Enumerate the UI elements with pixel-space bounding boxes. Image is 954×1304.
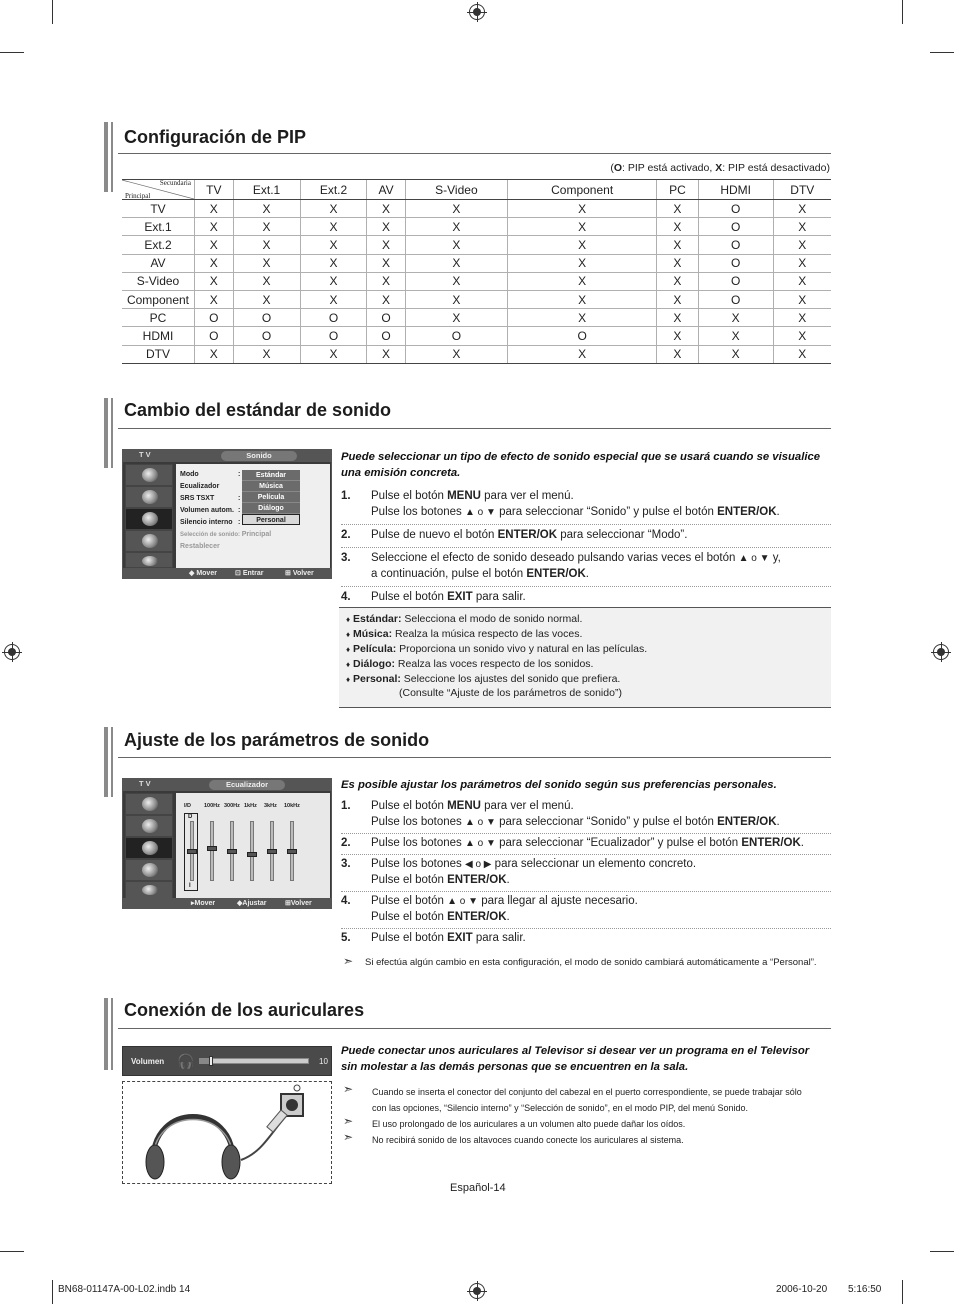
pip-cell: X	[657, 327, 699, 345]
section-rule	[118, 1028, 831, 1029]
section-bar	[111, 398, 113, 468]
step-number: 2.	[341, 529, 351, 541]
note-item: ♦ Personal: Seleccione los ajustes del sonido que prefiera.	[346, 673, 621, 685]
volume-track	[199, 1058, 309, 1064]
step-text: Pulse de nuevo el botón ENTER/OK para seleccionar “Modo”.	[371, 529, 688, 541]
footer-return: ⊞ Volver	[285, 570, 314, 577]
section-bar	[104, 727, 108, 797]
registration-mark-icon	[469, 1283, 485, 1299]
print-date: 2006-10-20	[776, 1284, 828, 1295]
note-item: ♦ Diálogo: Realza las voces respecto de los sonidos.	[346, 658, 594, 670]
pip-col-header: AV	[367, 180, 405, 200]
pip-cell: X	[773, 218, 831, 236]
note-item: ♦ Música: Realza la música respecto de las voces.	[346, 628, 583, 640]
sound-menu-list	[176, 464, 330, 568]
step-text: Pulse el botón MENU para ver el menú.	[371, 800, 574, 812]
option-musica: Música	[242, 481, 300, 492]
step-text: Pulse el botón ▲ o ▼ para llegar al ajuste necesario.	[371, 895, 638, 907]
section-bar	[111, 727, 113, 797]
menu-item-ecualizador: Ecualizador	[180, 483, 220, 490]
step-divider	[341, 547, 831, 548]
pip-cell: X	[405, 200, 508, 218]
pip-col-header: DTV	[773, 180, 831, 200]
pip-cell: X	[508, 290, 657, 308]
pip-cell: X	[195, 236, 234, 254]
pip-row-header: S-Video	[122, 272, 195, 290]
step-text: Pulse el botón EXIT para salir.	[371, 591, 526, 603]
pip-cell: X	[233, 345, 300, 363]
step-divider	[341, 854, 831, 855]
pip-cell: X	[195, 290, 234, 308]
pip-cell: X	[698, 345, 773, 363]
pip-cell: O	[195, 309, 234, 327]
pip-cell: X	[195, 200, 234, 218]
pip-cell: X	[657, 200, 699, 218]
pip-cell: X	[773, 290, 831, 308]
step-divider	[341, 586, 831, 587]
pip-row-header: HDMI	[122, 327, 195, 345]
pip-cell: X	[300, 345, 367, 363]
step-text: Pulse el botón ENTER/OK.	[371, 874, 510, 886]
crop-mark	[930, 1251, 954, 1252]
step-item	[341, 930, 821, 946]
setup-icon	[125, 552, 173, 568]
step-text: Pulse los botones ▲ o ▼ para seleccionar “Sonido” y pulse el botón ENTER/OK.	[371, 816, 780, 828]
step-divider	[341, 891, 831, 892]
note-reference: (Consulte “Ajuste de los parámetros de sonido”)	[399, 687, 622, 699]
pip-cell: X	[195, 254, 234, 272]
section-bar	[111, 122, 113, 192]
step-item	[341, 893, 821, 925]
input-icon	[125, 486, 173, 508]
pip-cell: X	[300, 200, 367, 218]
step-number: 1.	[341, 490, 351, 502]
pip-cell: O	[233, 309, 300, 327]
section-title-headphones: Conexión de los auriculares	[124, 1000, 365, 1020]
pip-cell: X	[300, 254, 367, 272]
pip-row-header: PC	[122, 309, 195, 327]
step-text: Pulse el botón MENU para ver el menú.	[371, 490, 574, 502]
section-bar	[104, 398, 108, 468]
pip-cell: X	[300, 236, 367, 254]
step-text: Pulse los botones ▲ o ▼ para seleccionar “Ecualizador” y pulse el botón ENTER/OK.	[371, 837, 804, 849]
step-item	[341, 798, 821, 830]
eq-left-label: I	[189, 883, 191, 889]
pip-cell: O	[195, 327, 234, 345]
section-title-sound-standard: Cambio del estándar de sonido	[124, 400, 392, 420]
pip-cell: X	[657, 345, 699, 363]
pip-cell: X	[195, 345, 234, 363]
pip-cell: X	[300, 290, 367, 308]
corner-principal-label: Principal	[125, 192, 151, 200]
pip-corner-cell	[122, 180, 195, 200]
pip-row	[122, 200, 831, 218]
pip-row-header: TV	[122, 200, 195, 218]
pip-cell: X	[367, 200, 405, 218]
pip-cell: X	[508, 236, 657, 254]
menu-footer	[123, 898, 331, 909]
pip-cell: X	[698, 309, 773, 327]
eq-band-label: 1kHz	[244, 803, 257, 809]
sound-icon	[125, 508, 173, 530]
pip-cell: X	[508, 218, 657, 236]
pip-cell: X	[773, 254, 831, 272]
headphone-tip: con las opciones, “Silencio interno” y “Selección de sonido”, en el modo PIP, del menú Sonido.	[372, 1103, 749, 1113]
pip-cell: X	[233, 236, 300, 254]
registration-mark-icon	[933, 644, 949, 660]
pip-cell: X	[300, 272, 367, 290]
section-rule	[118, 153, 831, 154]
pip-cell: X	[233, 272, 300, 290]
step-text: Pulse el botón ENTER/OK.	[371, 911, 510, 923]
pip-cell: X	[195, 272, 234, 290]
pip-cell: X	[405, 345, 508, 363]
step-divider	[341, 833, 831, 834]
crop-mark	[52, 1280, 53, 1304]
pip-row	[122, 236, 831, 254]
volume-label: Volumen	[131, 1057, 165, 1066]
menu-item-restablecer: Restablecer	[180, 543, 220, 550]
pip-cell: O	[698, 272, 773, 290]
menu-footer	[123, 568, 331, 579]
pip-col-header: TV	[195, 180, 234, 200]
pip-col-header: Ext.2	[300, 180, 367, 200]
pip-table	[122, 179, 831, 364]
pip-cell: O	[300, 327, 367, 345]
file-name: BN68-01147A-00-L02.indb 14	[58, 1284, 191, 1295]
pip-cell: X	[405, 254, 508, 272]
note-item: ♦ Estándar: Selecciona el modo de sonido normal.	[346, 613, 583, 625]
headphone-tip: El uso prolongado de los auriculares a un volumen alto puede dañar los oídos.	[372, 1119, 686, 1129]
print-time: 5:16:50	[848, 1284, 882, 1295]
menu-title: Sonido	[221, 451, 297, 461]
pip-cell: X	[657, 236, 699, 254]
picture-icon	[125, 793, 173, 815]
menu-item-seleccion: Selección de sonido: Principal	[180, 531, 272, 538]
pip-row	[122, 345, 831, 363]
menu-colon: :	[238, 507, 241, 514]
step-text: Pulse los botones ◀ o ▶ para seleccionar un elemento concreto.	[371, 858, 697, 870]
pip-cell: O	[698, 200, 773, 218]
eq-band-label: 100Hz	[204, 803, 220, 809]
step-item	[341, 488, 821, 520]
sound-params-tip: Si efectúa algún cambio en esta configuración, el modo de sonido cambiará automáticamente a “Personal”.	[365, 957, 817, 968]
pip-cell: X	[233, 218, 300, 236]
pip-col-header: Component	[508, 180, 657, 200]
pip-cell: O	[698, 218, 773, 236]
eq-slider-knob	[207, 846, 217, 851]
pip-cell: X	[367, 345, 405, 363]
step-number: 4.	[341, 591, 351, 603]
tip-arrow-icon: ➣	[343, 1114, 354, 1128]
section-rule	[118, 757, 831, 758]
section-bar	[104, 122, 108, 192]
pip-cell: X	[773, 309, 831, 327]
pip-cell: X	[508, 254, 657, 272]
footer-enter: ⊡ Entrar	[235, 570, 264, 577]
pip-cell: X	[233, 290, 300, 308]
channel-icon	[125, 859, 173, 881]
pip-cell: X	[773, 236, 831, 254]
pip-row-header: Component	[122, 290, 195, 308]
crop-mark	[902, 0, 903, 24]
eq-slider-knob	[247, 852, 257, 857]
pip-cell: X	[195, 218, 234, 236]
section-rule	[118, 428, 831, 429]
pip-cell: X	[367, 272, 405, 290]
option-estandar: Estándar	[242, 470, 300, 481]
pip-col-header: PC	[657, 180, 699, 200]
menu-colon: :	[238, 495, 241, 502]
tip-arrow-icon: ➣	[343, 1082, 354, 1096]
pip-row	[122, 290, 831, 308]
pip-row-header: DTV	[122, 345, 195, 363]
pip-cell: X	[405, 309, 508, 327]
eq-slider-knob	[267, 849, 277, 854]
registration-mark-icon	[4, 644, 20, 660]
step-text: Pulse el botón EXIT para salir.	[371, 932, 526, 944]
tip-arrow-icon: ➣	[343, 1130, 354, 1144]
crop-mark	[0, 52, 24, 53]
crop-mark	[52, 0, 53, 24]
equalizer-panel	[176, 793, 330, 899]
option-pelicula: Película	[242, 492, 300, 503]
menu-colon: :	[238, 471, 241, 478]
pip-cell: X	[508, 309, 657, 327]
pip-cell: X	[367, 290, 405, 308]
menu-item-srs: SRS TSXT	[180, 495, 215, 502]
corner-secondary-label: Secundaria	[159, 179, 191, 187]
section-title-sound-params: Ajuste de los parámetros de sonido	[124, 730, 430, 750]
pip-cell: O	[698, 236, 773, 254]
eq-balance-box	[184, 813, 198, 891]
pip-cell: X	[657, 309, 699, 327]
pip-cell: X	[300, 218, 367, 236]
registration-mark-icon	[469, 4, 485, 20]
headphones-icon	[123, 1082, 333, 1185]
pip-col-header: S-Video	[405, 180, 508, 200]
tv-label: T V	[139, 779, 151, 788]
step-divider	[341, 928, 831, 929]
step-item	[341, 527, 821, 543]
pip-cell: X	[405, 218, 508, 236]
step-number: 3.	[341, 552, 351, 564]
sound-menu-screenshot	[122, 449, 332, 579]
step-number: 1.	[341, 800, 351, 812]
headphone-illustration	[122, 1081, 332, 1184]
pip-cell: O	[367, 327, 405, 345]
pip-cell: X	[367, 236, 405, 254]
channel-icon	[125, 530, 173, 552]
pip-cell: O	[405, 327, 508, 345]
tip-arrow-icon: ➣	[343, 954, 354, 968]
pip-cell: X	[657, 272, 699, 290]
pip-cell: X	[698, 327, 773, 345]
pip-cell: X	[657, 218, 699, 236]
pip-cell: O	[698, 254, 773, 272]
menu-item-modo: Modo	[180, 471, 199, 478]
pip-row	[122, 254, 831, 272]
tv-label: T V	[139, 450, 151, 459]
pip-cell: X	[508, 345, 657, 363]
step-text: a continuación, pulse el botón ENTER/OK.	[371, 568, 589, 580]
pip-row	[122, 309, 831, 327]
footer-return: ⊞Volver	[285, 900, 312, 907]
pip-cell: O	[508, 327, 657, 345]
crop-mark	[0, 1251, 24, 1252]
eq-slider-knob	[227, 849, 237, 854]
mode-options	[242, 470, 300, 525]
step-item	[341, 856, 821, 888]
pip-cell: X	[508, 200, 657, 218]
headphone-tip: Cuando se inserta el conector del conjunto del cabezal en el puerto correspondiente, se puede trabajar sólo	[372, 1087, 802, 1097]
pip-cell: X	[405, 290, 508, 308]
step-number: 5.	[341, 932, 351, 944]
sound-params-intro: Es posible ajustar los parámetros del sonido según sus preferencias personales.	[341, 779, 777, 791]
eq-band-label: I/D	[184, 803, 192, 809]
eq-right-label: D	[188, 814, 193, 820]
volume-value: 10	[319, 1057, 328, 1066]
pip-col-header: HDMI	[698, 180, 773, 200]
pip-cell: X	[773, 200, 831, 218]
menu-item-silencio: Silencio interno	[180, 519, 233, 526]
eq-band-label: 10kHz	[284, 803, 300, 809]
step-item	[341, 835, 821, 851]
section-bar	[104, 998, 108, 1070]
pip-cell: X	[405, 236, 508, 254]
eq-slider-knob	[287, 849, 297, 854]
pip-cell: X	[657, 290, 699, 308]
option-personal: Personal	[242, 514, 300, 525]
step-text: Pulse los botones ▲ o ▼ para seleccionar “Sonido” y pulse el botón ENTER/OK.	[371, 506, 780, 518]
menu-colon: :	[238, 519, 241, 526]
pip-row-header: Ext.2	[122, 236, 195, 254]
step-number: 4.	[341, 895, 351, 907]
crop-mark	[902, 1280, 903, 1304]
pip-cell: X	[405, 272, 508, 290]
pip-row	[122, 327, 831, 345]
pip-legend: (O: PIP está activado, X: PIP está desactivado)	[610, 162, 830, 174]
headphone-tip: No recibirá sonido de los altavoces cuando conecte los auriculares al sistema.	[372, 1135, 684, 1145]
setup-icon	[125, 881, 173, 899]
pip-row-header: Ext.1	[122, 218, 195, 236]
menu-title: Ecualizador	[209, 780, 285, 790]
headphones-intro: Puede conectar unos auriculares al Televisor si desear ver un programa en el Televisor sin molestar a las demás personas que se encuentren en la sala.	[341, 1045, 810, 1073]
step-item	[341, 589, 821, 605]
step-divider	[341, 524, 831, 525]
pip-cell: X	[773, 345, 831, 363]
equalizer-menu-screenshot	[122, 778, 332, 909]
page-number: Español-14	[450, 1182, 506, 1194]
headphone-icon: 🎧	[177, 1053, 195, 1069]
pip-col-header: Ext.1	[233, 180, 300, 200]
step-item	[341, 550, 821, 582]
footer-adjust: ◆Ajustar	[237, 900, 267, 907]
section-title-pip: Configuración de PIP	[124, 127, 307, 147]
sound-icon	[125, 837, 173, 859]
pip-cell: O	[698, 290, 773, 308]
step-number: 2.	[341, 837, 351, 849]
note-item: ♦ Película: Proporciona un sonido vivo y natural en las películas.	[346, 643, 648, 655]
pip-row	[122, 272, 831, 290]
pip-cell: X	[233, 254, 300, 272]
pip-cell: X	[773, 272, 831, 290]
eq-band-label: 3kHz	[264, 803, 277, 809]
pip-cell: X	[773, 327, 831, 345]
picture-icon	[125, 464, 173, 486]
input-icon	[125, 815, 173, 837]
pip-cell: O	[300, 309, 367, 327]
section-bar	[111, 998, 113, 1070]
pip-row	[122, 218, 831, 236]
pip-cell: O	[367, 309, 405, 327]
pip-cell: X	[657, 254, 699, 272]
option-dialogo: Diálogo	[242, 503, 300, 514]
pip-cell: O	[233, 327, 300, 345]
sound-standard-intro: Puede seleccionar un tipo de efecto de sonido especial que se usará cuando se visualice una emisión concreta.	[341, 451, 821, 479]
pip-cell: X	[233, 200, 300, 218]
pip-row-header: AV	[122, 254, 195, 272]
volume-osd	[122, 1046, 332, 1076]
pip-cell: X	[367, 254, 405, 272]
pip-cell: X	[367, 218, 405, 236]
eq-band-label: 300Hz	[224, 803, 240, 809]
pip-cell: X	[508, 272, 657, 290]
menu-item-volumen: Volumen autom.	[180, 507, 234, 514]
footer-move: ▸Mover	[191, 900, 216, 907]
step-number: 3.	[341, 858, 351, 870]
step-text: Seleccione el efecto de sonido deseado pulsando varias veces el botón ▲ o ▼ y,	[371, 552, 781, 564]
footer-move: ◆ Mover	[189, 570, 217, 577]
crop-mark	[930, 52, 954, 53]
